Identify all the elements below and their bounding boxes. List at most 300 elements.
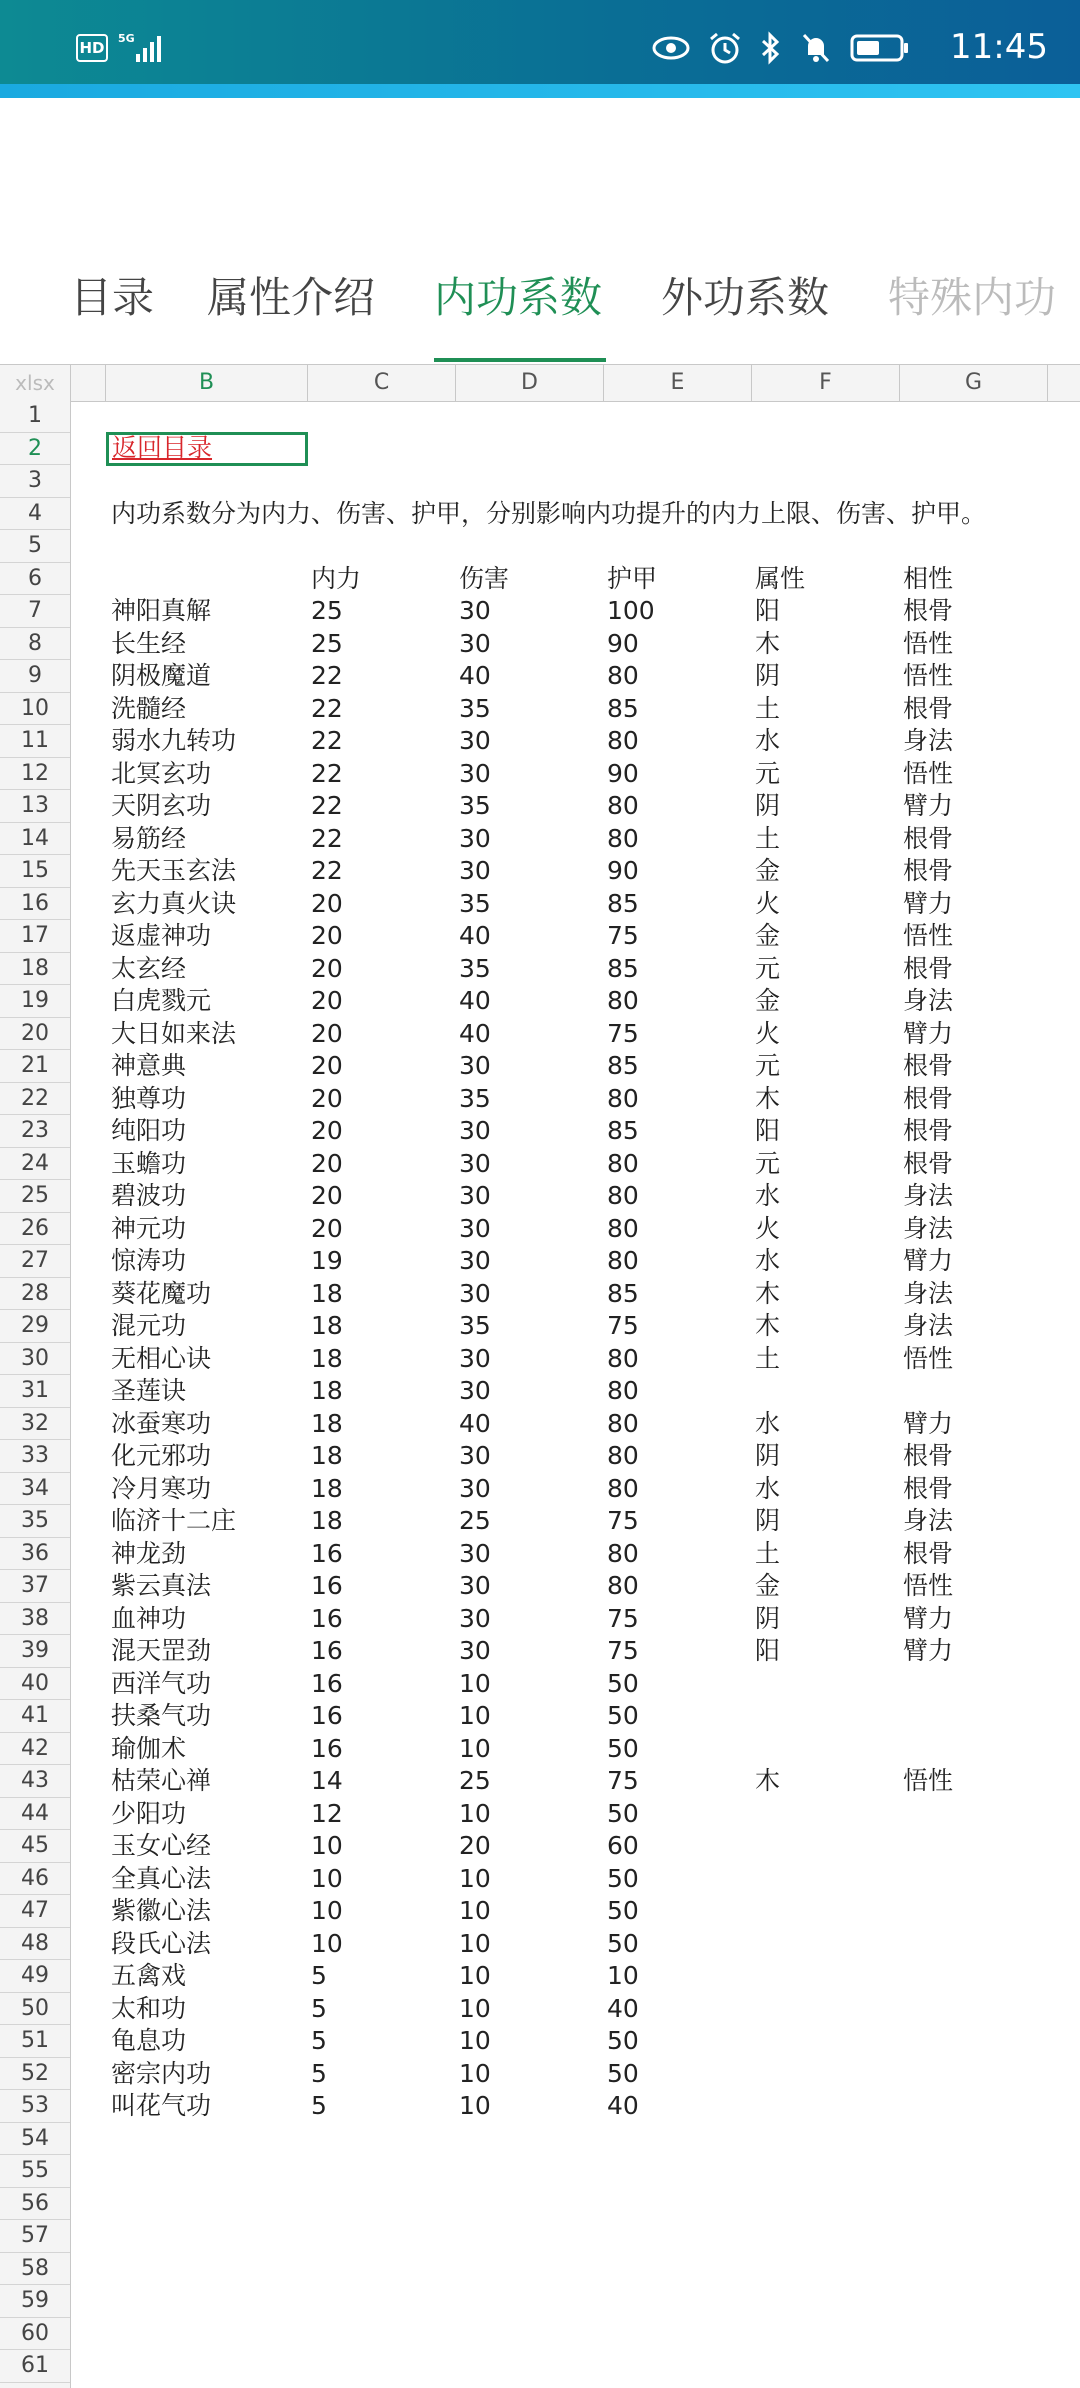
table-cell: 20 [311, 888, 343, 918]
row-number[interactable]: 11 [0, 725, 70, 758]
row-number[interactable]: 20 [0, 1018, 70, 1051]
row-number[interactable]: 45 [0, 1830, 70, 1863]
table-cell: 玉女心经 [111, 1831, 212, 1860]
column-header-g[interactable]: G [900, 365, 1048, 401]
row-number[interactable]: 49 [0, 1960, 70, 1993]
table-cell: 5 [311, 2058, 327, 2088]
table-cell: 返虚神功 [111, 921, 212, 950]
table-cell: 臂力 [903, 1408, 954, 1438]
table-cell: 80 [607, 726, 639, 755]
row-number[interactable]: 61 [0, 2350, 70, 2383]
table-cell: 75 [607, 1506, 639, 1535]
table-cell: 紫徽心法 [111, 1896, 212, 1925]
table-cell: 30 [459, 1148, 491, 1178]
table-cell: 金 [755, 1571, 781, 1600]
row-number[interactable]: 58 [0, 2253, 70, 2286]
table-cell: 80 [607, 1213, 639, 1243]
table-cell: 30 [459, 1538, 491, 1568]
table-cell: 阴极魔道 [111, 661, 212, 690]
table-cell: 18 [311, 1376, 343, 1405]
table-cell: 身法 [903, 986, 954, 1015]
table-cell: 冷月寒功 [111, 1473, 212, 1503]
table-cell: 80 [607, 1571, 639, 1600]
row-number[interactable]: 9 [0, 660, 70, 693]
table-cell: 40 [607, 1993, 639, 2023]
row-number[interactable]: 1 [0, 400, 70, 433]
table-cell: 阴 [755, 791, 781, 820]
table-cell: 悟性 [903, 1343, 954, 1373]
table-cell: 22 [311, 661, 343, 690]
table-cell: 22 [311, 758, 343, 788]
table-cell: 22 [311, 791, 343, 820]
row-number[interactable]: 60 [0, 2318, 70, 2351]
table-cell: 10 [459, 1961, 491, 1990]
row-number[interactable]: 54 [0, 2123, 70, 2156]
row-number[interactable]: 14 [0, 823, 70, 856]
tab-attributes[interactable]: 属性介绍 [207, 273, 376, 322]
row-number[interactable]: 30 [0, 1343, 70, 1376]
row-number[interactable]: 36 [0, 1538, 70, 1571]
table-cell: 火 [755, 1018, 781, 1048]
row-number[interactable]: 19 [0, 985, 70, 1018]
table-cell: 35 [459, 1311, 491, 1340]
status-icons [652, 28, 910, 68]
table-cell: 100 [607, 596, 655, 625]
table-cell: 40 [459, 986, 491, 1015]
table-cell: 90 [607, 856, 639, 885]
tab-contents[interactable]: 目录 [70, 273, 155, 322]
table-cell: 50 [607, 2026, 639, 2055]
row-number[interactable]: 48 [0, 1928, 70, 1961]
table-cell: 30 [459, 1603, 491, 1633]
table-cell: 化元邪功 [111, 1441, 212, 1470]
table-cell: 85 [607, 1051, 639, 1080]
row-number[interactable]: 3 [0, 465, 70, 498]
sheet-tabs [0, 258, 1080, 362]
table-cell: 扶桑气功 [111, 1701, 212, 1730]
table-cell: 18 [311, 1278, 343, 1308]
table-cell: 神阳真解 [111, 596, 212, 625]
table-cell: 木 [755, 1311, 781, 1340]
table-cell: 16 [311, 1603, 343, 1633]
table-cell: 木 [755, 1278, 781, 1308]
table-cell: 水 [755, 1181, 781, 1210]
table-cell: 16 [311, 1668, 343, 1698]
row-number[interactable]: 22 [0, 1083, 70, 1116]
table-cell: 75 [607, 1603, 639, 1633]
table-cell: 根骨 [903, 693, 954, 723]
table-cell: 混天罡劲 [111, 1636, 212, 1665]
alarm-icon [708, 31, 742, 65]
table-cell: 身法 [903, 726, 954, 755]
table-cell: 玄力真火诀 [111, 888, 237, 918]
table-cell: 根骨 [903, 953, 954, 983]
table-cell: 30 [459, 1636, 491, 1665]
row-number[interactable]: 6 [0, 563, 70, 596]
table-cell: 圣莲诀 [111, 1376, 187, 1405]
row-number[interactable]: 38 [0, 1603, 70, 1636]
row-number[interactable]: 59 [0, 2285, 70, 2318]
table-cell: 根骨 [903, 1538, 954, 1568]
column-header-e[interactable]: E [604, 365, 752, 401]
table-header-cell: 内力 [311, 563, 362, 593]
table-cell: 80 [607, 1376, 639, 1405]
table-cell: 段氏心法 [111, 1928, 212, 1958]
row-number[interactable]: 51 [0, 2025, 70, 2058]
table-cell: 12 [311, 1798, 343, 1828]
row-number[interactable]: 17 [0, 920, 70, 953]
row-number[interactable]: 32 [0, 1408, 70, 1441]
table-cell: 5 [311, 2091, 327, 2120]
table-cell: 25 [459, 1506, 491, 1535]
table-cell: 西洋气功 [111, 1668, 212, 1698]
table-cell: 25 [311, 596, 343, 625]
row-number[interactable]: 55 [0, 2155, 70, 2188]
sheet-grid[interactable] [71, 400, 1080, 2388]
table-cell: 白虎戮元 [111, 986, 212, 1015]
row-number[interactable]: 39 [0, 1635, 70, 1668]
table-cell: 叫花气功 [111, 2091, 212, 2120]
row-number[interactable]: 18 [0, 953, 70, 986]
table-cell: 18 [311, 1311, 343, 1340]
table-cell: 悟性 [903, 1571, 954, 1600]
table-cell: 20 [311, 1051, 343, 1080]
table-cell: 阳 [755, 596, 781, 625]
table-header-cell: 属性 [755, 563, 806, 593]
row-number[interactable]: 16 [0, 888, 70, 921]
row-number[interactable]: 5 [0, 530, 70, 563]
table-cell: 臂力 [903, 1603, 954, 1633]
table-cell: 85 [607, 953, 639, 983]
table-cell: 22 [311, 726, 343, 755]
row-number[interactable]: 41 [0, 1700, 70, 1733]
table-cell: 50 [607, 1701, 639, 1730]
column-header-b[interactable]: B [106, 365, 308, 401]
table-cell: 大日如来法 [111, 1018, 237, 1048]
row-number[interactable]: 25 [0, 1180, 70, 1213]
row-number[interactable]: 12 [0, 758, 70, 791]
column-header-c[interactable]: C [308, 365, 456, 401]
table-cell: 瑜伽术 [111, 1733, 187, 1763]
table-cell: 悟性 [903, 628, 954, 658]
table-cell: 水 [755, 726, 781, 755]
row-number[interactable]: 53 [0, 2090, 70, 2123]
table-cell: 碧波功 [111, 1181, 187, 1210]
row-number[interactable]: 8 [0, 628, 70, 661]
table-cell: 20 [311, 1181, 343, 1210]
table-cell: 18 [311, 1343, 343, 1373]
column-header-h[interactable] [1048, 365, 1080, 401]
table-cell: 80 [607, 1408, 639, 1438]
table-cell: 身法 [903, 1278, 954, 1308]
table-cell: 30 [459, 758, 491, 788]
sheet-corner[interactable]: xlsx [0, 365, 71, 401]
table-cell: 22 [311, 823, 343, 853]
table-cell: 80 [607, 986, 639, 1015]
table-cell: 22 [311, 693, 343, 723]
column-header [0, 364, 1080, 402]
table-cell: 80 [607, 1083, 639, 1113]
table-cell: 20 [311, 986, 343, 1015]
accent-strip [0, 84, 1080, 98]
table-cell: 身法 [903, 1506, 954, 1535]
table-cell: 臂力 [903, 1018, 954, 1048]
row-number[interactable]: 4 [0, 498, 70, 531]
table-cell: 18 [311, 1441, 343, 1470]
table-cell: 太玄经 [111, 953, 187, 983]
table-cell: 35 [459, 953, 491, 983]
table-cell: 先天玉玄法 [111, 856, 237, 885]
row-number[interactable]: 35 [0, 1505, 70, 1538]
table-cell: 10 [311, 1896, 343, 1925]
table-cell: 80 [607, 1246, 639, 1275]
table-cell: 35 [459, 888, 491, 918]
table-cell: 22 [311, 856, 343, 885]
table-cell: 火 [755, 1213, 781, 1243]
table-cell: 30 [459, 823, 491, 853]
row-number[interactable]: 7 [0, 595, 70, 628]
row-number[interactable]: 26 [0, 1213, 70, 1246]
table-cell: 80 [607, 1538, 639, 1568]
table-cell: 10 [459, 1798, 491, 1828]
row-number[interactable]: 42 [0, 1733, 70, 1766]
table-cell: 木 [755, 1766, 781, 1795]
table-cell: 10 [459, 2026, 491, 2055]
table-cell: 30 [459, 856, 491, 885]
table-cell: 10 [459, 2058, 491, 2088]
table-cell: 30 [459, 1376, 491, 1405]
table-cell: 根骨 [903, 1473, 954, 1503]
intro-text: 内功系数分为内力、伤害、护甲，分别影响内功提升的内力上限、伤害、护甲。 [111, 498, 987, 528]
table-cell: 50 [607, 1733, 639, 1763]
mute-bell-icon [800, 31, 832, 65]
table-cell: 20 [311, 1148, 343, 1178]
table-cell: 10 [459, 1928, 491, 1958]
table-cell: 木 [755, 628, 781, 658]
active-tab-indicator [434, 358, 606, 362]
table-cell: 洗髓经 [111, 693, 187, 723]
table-cell: 30 [459, 1441, 491, 1470]
row-number[interactable]: 37 [0, 1570, 70, 1603]
table-cell: 5 [311, 2026, 327, 2055]
table-cell: 80 [607, 1148, 639, 1178]
table-cell: 20 [311, 953, 343, 983]
table-cell: 长生经 [111, 628, 187, 658]
table-cell: 臂力 [903, 1636, 954, 1665]
table-cell: 30 [459, 1473, 491, 1503]
table-cell: 30 [459, 1213, 491, 1243]
table-cell: 根骨 [903, 1116, 954, 1145]
table-cell: 85 [607, 888, 639, 918]
table-cell: 16 [311, 1701, 343, 1730]
row-number[interactable]: 21 [0, 1050, 70, 1083]
table-cell: 16 [311, 1538, 343, 1568]
table-cell: 80 [607, 823, 639, 853]
table-cell: 身法 [903, 1311, 954, 1340]
table-cell: 密宗内功 [111, 2058, 212, 2088]
table-cell: 纯阳功 [111, 1116, 187, 1145]
table-cell: 元 [755, 953, 781, 983]
table-cell: 阳 [755, 1116, 781, 1145]
table-cell: 悟性 [903, 1766, 954, 1795]
table-cell: 50 [607, 1896, 639, 1925]
table-cell: 14 [311, 1766, 343, 1795]
column-header-d[interactable]: D [456, 365, 604, 401]
row-number[interactable]: 10 [0, 693, 70, 726]
table-cell: 水 [755, 1473, 781, 1503]
row-number[interactable]: 33 [0, 1440, 70, 1473]
table-cell: 根骨 [903, 856, 954, 885]
table-cell: 35 [459, 1083, 491, 1113]
table-cell: 85 [607, 1278, 639, 1308]
table-cell: 10 [311, 1831, 343, 1860]
row-number[interactable]: 13 [0, 790, 70, 823]
table-cell: 阴 [755, 1506, 781, 1535]
row-number[interactable]: 47 [0, 1895, 70, 1928]
row-number[interactable]: 2 [0, 433, 70, 466]
row-number[interactable]: 31 [0, 1375, 70, 1408]
table-cell: 紫云真法 [111, 1571, 212, 1600]
table-cell: 木 [755, 1083, 781, 1113]
row-number[interactable]: 52 [0, 2058, 70, 2091]
table-cell: 根骨 [903, 1148, 954, 1178]
row-number[interactable]: 29 [0, 1310, 70, 1343]
table-cell: 身法 [903, 1181, 954, 1210]
row-number[interactable]: 15 [0, 855, 70, 888]
table-cell: 臂力 [903, 888, 954, 918]
row-number[interactable]: 50 [0, 1993, 70, 2026]
table-cell: 金 [755, 986, 781, 1015]
table-cell: 葵花魔功 [111, 1278, 212, 1308]
row-header [0, 400, 71, 2388]
row-number[interactable]: 46 [0, 1863, 70, 1896]
table-cell: 10 [459, 1733, 491, 1763]
table-cell: 元 [755, 758, 781, 788]
table-cell: 冰蚕寒功 [111, 1408, 212, 1438]
table-cell: 10 [459, 2091, 491, 2120]
table-cell: 水 [755, 1246, 781, 1275]
table-cell: 20 [311, 1116, 343, 1145]
table-cell: 40 [607, 2091, 639, 2120]
row-number[interactable]: 24 [0, 1148, 70, 1181]
table-cell: 土 [755, 1343, 781, 1373]
table-cell: 50 [607, 1863, 639, 1893]
table-cell: 50 [607, 1668, 639, 1698]
table-cell: 根骨 [903, 1051, 954, 1080]
table-cell: 30 [459, 1181, 491, 1210]
table-cell: 臂力 [903, 791, 954, 820]
table-header-cell: 伤害 [459, 563, 510, 593]
table-cell: 根骨 [903, 596, 954, 625]
row-number[interactable]: 56 [0, 2188, 70, 2221]
table-cell: 少阳功 [111, 1798, 187, 1828]
row-number[interactable]: 57 [0, 2220, 70, 2253]
row-number[interactable]: 40 [0, 1668, 70, 1701]
row-number[interactable]: 34 [0, 1473, 70, 1506]
table-cell: 75 [607, 1636, 639, 1665]
table-cell: 16 [311, 1733, 343, 1763]
row-number[interactable]: 23 [0, 1115, 70, 1148]
table-cell: 金 [755, 856, 781, 885]
column-header-a[interactable] [71, 365, 106, 401]
table-cell: 10 [459, 1863, 491, 1893]
table-cell: 臂力 [903, 1246, 954, 1275]
table-cell: 独尊功 [111, 1083, 187, 1113]
row-number[interactable]: 28 [0, 1278, 70, 1311]
column-header-f[interactable]: F [752, 365, 900, 401]
table-cell: 神龙劲 [111, 1538, 187, 1568]
table-cell: 土 [755, 823, 781, 853]
table-cell: 水 [755, 1408, 781, 1438]
table-cell: 30 [459, 596, 491, 625]
clock: 11:45 [950, 27, 1048, 67]
table-cell: 火 [755, 888, 781, 918]
table-cell: 20 [311, 1083, 343, 1113]
table-cell: 20 [459, 1831, 491, 1860]
table-cell: 30 [459, 628, 491, 658]
table-cell: 10 [607, 1961, 639, 1990]
table-cell: 土 [755, 1538, 781, 1568]
table-cell: 易筋经 [111, 823, 187, 853]
tab-inner-coefficients[interactable]: 内功系数 [434, 273, 603, 322]
row-number[interactable]: 43 [0, 1765, 70, 1798]
table-cell: 18 [311, 1408, 343, 1438]
table-cell: 弱水九转功 [111, 726, 237, 755]
table-cell: 10 [459, 1896, 491, 1925]
row-number[interactable]: 27 [0, 1245, 70, 1278]
table-cell: 30 [459, 726, 491, 755]
table-cell: 80 [607, 1441, 639, 1470]
table-cell: 元 [755, 1051, 781, 1080]
table-cell: 25 [459, 1766, 491, 1795]
table-cell: 悟性 [903, 758, 954, 788]
tab-special-inner[interactable]: 特殊内功 [888, 273, 1057, 322]
table-cell: 天阴玄功 [111, 791, 212, 820]
table-cell: 悟性 [903, 661, 954, 690]
table-cell: 阳 [755, 1636, 781, 1665]
table-cell: 身法 [903, 1213, 954, 1243]
table-cell: 80 [607, 1473, 639, 1503]
network-label: 5G [118, 32, 135, 45]
table-cell: 90 [607, 758, 639, 788]
table-cell: 30 [459, 1278, 491, 1308]
tab-outer-coefficients[interactable]: 外功系数 [661, 273, 830, 322]
battery-icon [850, 33, 910, 63]
table-cell: 北冥玄功 [111, 758, 212, 788]
table-cell: 25 [311, 628, 343, 658]
table-cell: 阴 [755, 1441, 781, 1470]
table-cell: 30 [459, 1051, 491, 1080]
eye-icon [652, 35, 690, 61]
table-cell: 临济十二庄 [111, 1506, 237, 1535]
table-cell: 枯荣心禅 [111, 1766, 212, 1795]
table-cell: 80 [607, 1343, 639, 1373]
table-cell: 20 [311, 921, 343, 950]
table-cell: 40 [459, 921, 491, 950]
table-cell: 80 [607, 791, 639, 820]
table-cell: 根骨 [903, 1441, 954, 1470]
table-cell: 85 [607, 1116, 639, 1145]
back-to-contents-link[interactable]: 返回目录 [112, 433, 213, 462]
table-cell: 30 [459, 1116, 491, 1145]
table-cell: 元 [755, 1148, 781, 1178]
row-number[interactable]: 44 [0, 1798, 70, 1831]
table-cell: 50 [607, 2058, 639, 2088]
table-cell: 根骨 [903, 823, 954, 853]
table-cell: 30 [459, 1343, 491, 1373]
table-cell: 根骨 [903, 1083, 954, 1113]
table-cell: 10 [311, 1928, 343, 1958]
